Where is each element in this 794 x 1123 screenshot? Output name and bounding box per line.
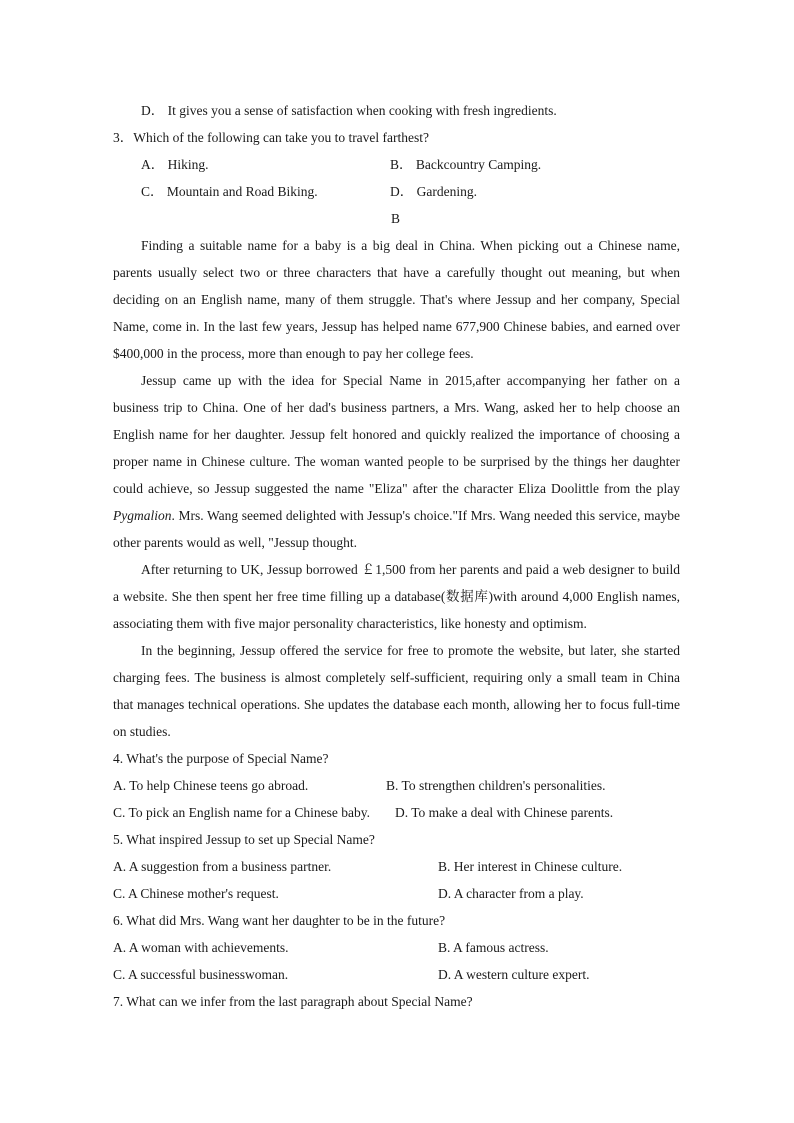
- passage-paragraph-1: Finding a suitable name for a baby is a big deal in China. When picking out a Chinese name, parents usually select two or three characters that have a carefully thought out meaning, but when deciding on an English name, many of them struggle. That's where Jessup and her company, Special Name, come in. In the last few years, Jessup has helped name 677,900 Chinese babies, and earned over $400,000 in the process, more than enough to pay her college fees.: [113, 238, 680, 361]
- passage-paragraph-3: After returning to UK, Jessup borrowed ￡1,500 from her parents and paid a web designer to build a website. She then spent her free time filling up a database(数据库)with around 4,000 English names, associating them with five major personality characteristics, like honesty and optimism.: [113, 562, 680, 631]
- q5-stem: 5. What inspired Jessup to set up Special Name?: [113, 832, 375, 847]
- q4-option-a: A. To help Chinese teens go abroad.: [113, 778, 309, 793]
- passage-paragraph-2: [113, 367, 680, 556]
- q3-stem: 3．Which of the following can take you to travel farthest?: [113, 130, 430, 145]
- q5-option-d: D. A character from a play.: [438, 886, 584, 901]
- q3-option-d: D． Gardening.: [390, 184, 477, 199]
- section-label: B: [391, 211, 401, 226]
- q4-option-d: D. To make a deal with Chinese parents.: [395, 805, 614, 820]
- paragraph-2-text-b: . Mrs. Wang seemed delighted with Jessup's choice."If Mrs. Wang needed this service, maybe other parents would as well, "Jessup thought.: [113, 508, 680, 550]
- q2-option-d: D． It gives you a sense of satisfaction when cooking with fresh ingredients.: [141, 103, 557, 118]
- q4-option-c: C. To pick an English name for a Chinese baby.: [113, 805, 371, 820]
- q4-option-b: B. To strengthen children's personalities.: [386, 778, 606, 793]
- q6-option-b: B. A famous actress.: [438, 940, 549, 955]
- q6-option-d: D. A western culture expert.: [438, 967, 590, 982]
- play-title: Pygmalion: [113, 508, 172, 523]
- paragraph-2-text-a: Jessup came up with the idea for Special Name in 2015,after accompanying her father on a business trip to China. One of her dad's business partners, a Mrs. Wang, asked her to help choose an English name for her daughter. Jessup felt honored and quickly realized the importance of choosing a proper name in Chinese culture. The woman wanted people to be surprised by the things her daughter could achieve, so Jessup suggested the name "Eliza" after the character Eliza Doolittle from the play: [113, 373, 680, 496]
- q7-stem: 7. What can we infer from the last paragraph about Special Name?: [113, 994, 473, 1009]
- q3-option-c: C． Mountain and Road Biking.: [141, 184, 318, 199]
- q4-stem: 4. What's the purpose of Special Name?: [113, 751, 329, 766]
- q6-option-a: A. A woman with achievements.: [113, 940, 289, 955]
- q5-option-c: C. A Chinese mother's request.: [113, 886, 279, 901]
- passage-paragraph-4: In the beginning, Jessup offered the service for free to promote the website, but later, she started charging fees. The business is almost completely self-sufficient, requiring only a small team in China that manages technical operations. She updates the database each month, allowing her to focus full-time on studies.: [113, 643, 680, 739]
- q6-stem: 6. What did Mrs. Wang want her daughter to be in the future?: [113, 913, 446, 928]
- q5-option-a: A. A suggestion from a business partner.: [113, 859, 332, 874]
- q3-option-a: A． Hiking.: [141, 157, 209, 172]
- q5-option-b: B. Her interest in Chinese culture.: [438, 859, 623, 874]
- q3-option-b: B． Backcountry Camping.: [390, 157, 542, 172]
- q6-option-c: C. A successful businesswoman.: [113, 967, 289, 982]
